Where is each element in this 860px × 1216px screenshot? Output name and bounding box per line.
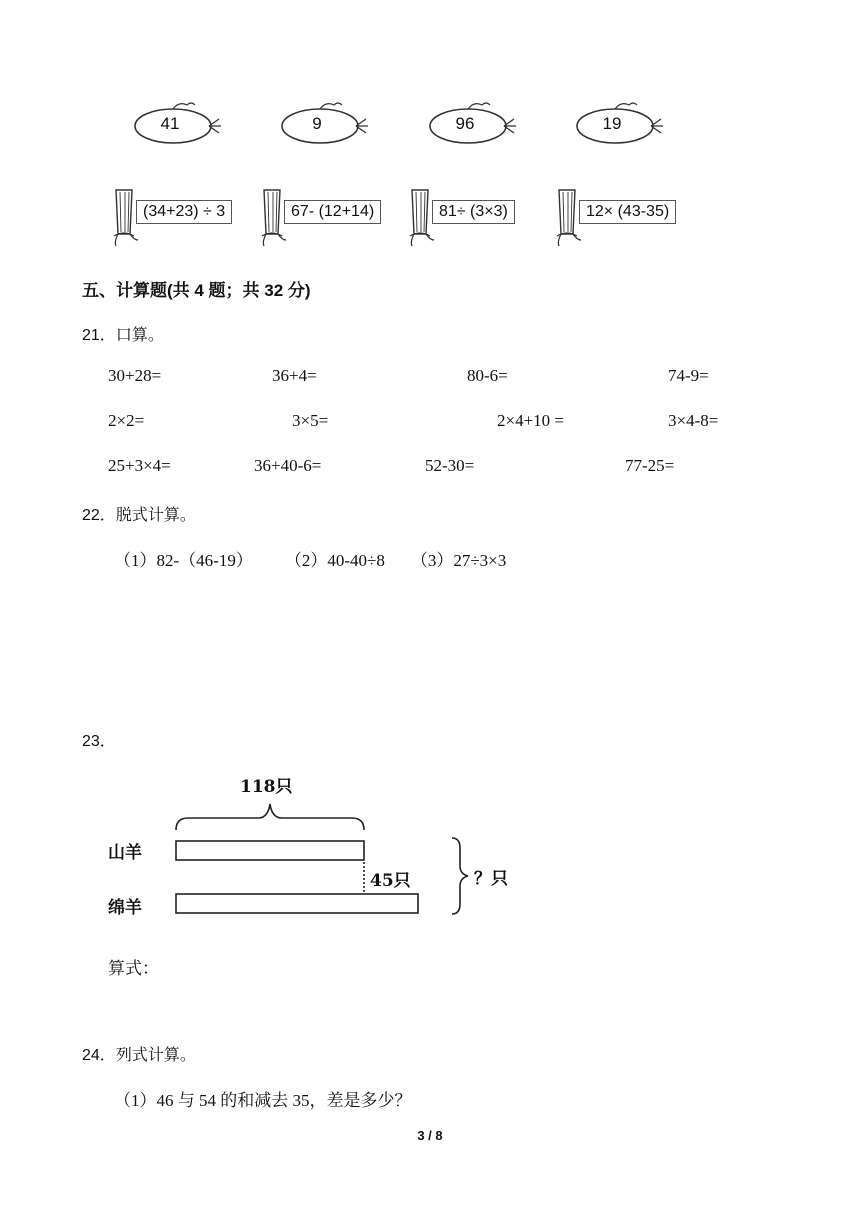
- tree-icon: [406, 186, 434, 248]
- tree-icon: [553, 186, 581, 248]
- oral-item: 36+4=: [272, 366, 317, 385]
- oral-item: 77-25=: [625, 456, 675, 475]
- formula-label: 算式：: [108, 959, 159, 979]
- fish-icon: [575, 100, 665, 150]
- expression-text: (34+23) ÷ 3: [136, 200, 232, 224]
- fish-number: 41: [160, 114, 180, 133]
- oral-item: 74-9=: [668, 366, 709, 385]
- right-brace-icon: [452, 838, 468, 914]
- expression-text: 67- (12+14): [284, 200, 381, 224]
- question-number: 22．: [82, 507, 116, 524]
- tree-icon: [258, 186, 286, 248]
- oral-item: 36+40-6=: [254, 456, 322, 475]
- oral-item: 3×4-8=: [668, 411, 719, 430]
- expression-text: 81÷ (3×3): [432, 200, 515, 224]
- question-number: 23．: [82, 733, 116, 750]
- oral-item: 52-30=: [425, 456, 475, 475]
- question-number: 21．: [82, 327, 116, 344]
- fish-number: 96: [455, 114, 475, 133]
- oral-item: 25+3×4=: [108, 456, 171, 475]
- total-unknown-label: ？只: [474, 869, 508, 889]
- stepwise-items: [114, 546, 506, 571]
- question-title: 脱式计算。: [115, 505, 196, 524]
- section-title: 五、计算题(共 4 题；共 32 分): [82, 281, 311, 300]
- fish-number: 19: [602, 114, 622, 133]
- question-24-header: [82, 1042, 196, 1065]
- oral-item: 3×5=: [292, 411, 329, 430]
- line-segment-diagram: [108, 766, 528, 926]
- question-title: 口算。: [115, 325, 164, 344]
- expression-card: [406, 186, 546, 248]
- diagram-lines: [108, 766, 528, 926]
- goat-label: 山羊: [108, 843, 142, 863]
- stepwise-item: （2）40-40÷8: [284, 551, 385, 570]
- stepwise-item: （3）27÷3×3: [410, 551, 507, 570]
- oral-item: 2×2=: [108, 411, 145, 430]
- top-brace-icon: [176, 804, 364, 830]
- question-22-header: [82, 502, 196, 525]
- question-21-header: [82, 322, 164, 345]
- difference-label: 45只: [370, 871, 411, 891]
- oral-item: 80-6=: [467, 366, 508, 385]
- expression-card: [553, 186, 703, 248]
- oral-item: 30+28=: [108, 366, 162, 385]
- expression-card: [258, 186, 398, 248]
- page-number: 3 / 8: [417, 1128, 443, 1143]
- expression-text: 12× (43-35): [579, 200, 676, 224]
- question-title: 列式计算。: [115, 1045, 196, 1064]
- fish-icon: [428, 100, 518, 150]
- expression-card: [110, 186, 250, 248]
- oral-item: 2×4+10 =: [497, 411, 565, 430]
- top-total-label: 118只: [240, 777, 293, 797]
- goat-bar: [176, 841, 364, 860]
- stepwise-item: （1）82-（46-19）: [114, 551, 253, 570]
- sheep-label: 绵羊: [108, 898, 142, 918]
- question-number: 24．: [82, 1047, 116, 1064]
- fish-icon: [280, 100, 370, 150]
- fish-icon: [133, 100, 223, 150]
- fish-number: 9: [312, 114, 322, 133]
- tree-icon: [110, 186, 138, 248]
- question-24-item: （1）46 与 54 的和减去 35，差是多少？: [114, 1091, 412, 1110]
- sheep-bar: [176, 894, 418, 913]
